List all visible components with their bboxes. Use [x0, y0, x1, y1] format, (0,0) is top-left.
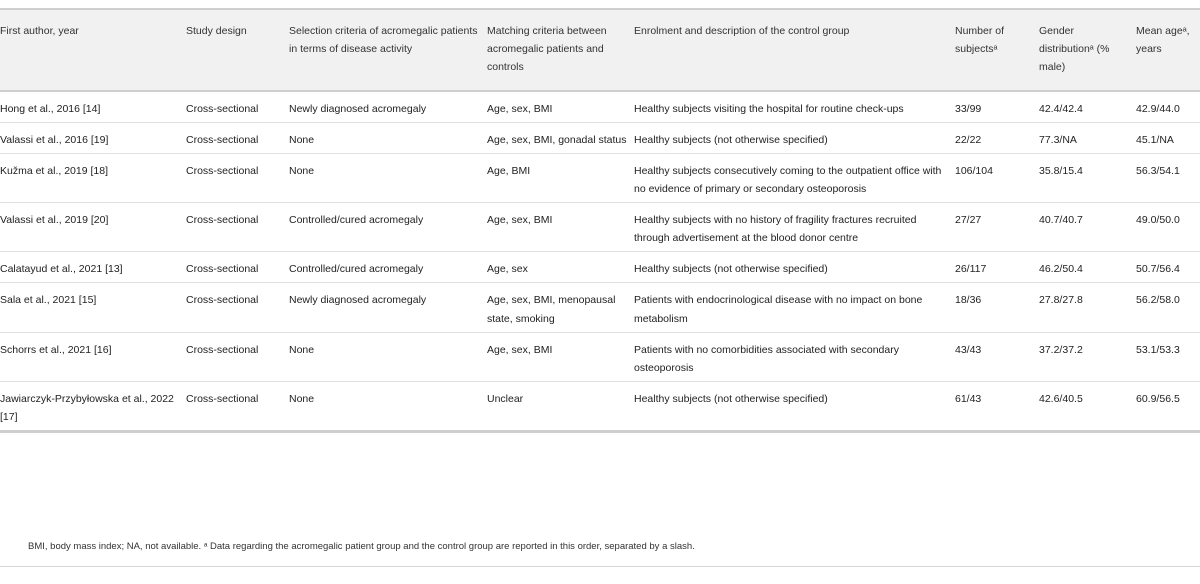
header-matching: Matching criteria between acromegalic patients and controls [487, 10, 634, 91]
cell-design: Cross-sectional [186, 381, 289, 431]
cell-matching: Age, sex, BMI [487, 203, 634, 252]
cell-enrolment: Healthy subjects (not otherwise specified) [634, 381, 955, 431]
cell-gender: 40.7/40.7 [1039, 203, 1136, 252]
cell-design: Cross-sectional [186, 91, 289, 123]
cell-design: Cross-sectional [186, 283, 289, 332]
table-row [0, 283, 1200, 332]
cell-selection: Controlled/cured acromegaly [289, 203, 487, 252]
cell-gender: 77.3/NA [1039, 123, 1136, 154]
cell-age: 56.2/58.0 [1136, 283, 1200, 332]
cell-enrolment: Healthy subjects visiting the hospital for routine check-ups [634, 91, 955, 123]
table-row [0, 381, 1200, 431]
table-footnote: BMI, body mass index; NA, not available. ᵃ Data regarding the acromegalic patient group and the control group are reported in this order, separated by a slash. [28, 541, 695, 552]
cell-author: Jawiarczyk-Przybyłowska et al., 2022 [17] [0, 381, 186, 431]
table-row [0, 332, 1200, 381]
cell-selection: None [289, 123, 487, 154]
table-body [0, 91, 1200, 431]
cell-author: Sala et al., 2021 [15] [0, 283, 186, 332]
study-characteristics-table [0, 10, 1200, 433]
cell-selection: Controlled/cured acromegaly [289, 252, 487, 283]
header-enrolment: Enrolment and description of the control group [634, 10, 955, 91]
cell-design: Cross-sectional [186, 252, 289, 283]
cell-age: 49.0/50.0 [1136, 203, 1200, 252]
cell-author: Kužma et al., 2019 [18] [0, 154, 186, 203]
cell-subjects: 27/27 [955, 203, 1039, 252]
cell-subjects: 43/43 [955, 332, 1039, 381]
cell-design: Cross-sectional [186, 332, 289, 381]
cell-gender: 35.8/15.4 [1039, 154, 1136, 203]
cell-selection: None [289, 154, 487, 203]
cell-age: 50.7/56.4 [1136, 252, 1200, 283]
table-header [0, 10, 1200, 91]
cell-gender: 42.4/42.4 [1039, 91, 1136, 123]
cell-age: 42.9/44.0 [1136, 91, 1200, 123]
cell-enrolment: Patients with endocrinological disease with no impact on bone metabolism [634, 283, 955, 332]
cell-subjects: 33/99 [955, 91, 1039, 123]
header-selection: Selection criteria of acromegalic patients in terms of disease activity [289, 10, 487, 91]
table-row [0, 252, 1200, 283]
cell-matching: Age, sex [487, 252, 634, 283]
header-gender: Gender distributionᵃ (% male) [1039, 10, 1136, 91]
cell-enrolment: Healthy subjects (not otherwise specified) [634, 252, 955, 283]
cell-matching: Age, sex, BMI [487, 332, 634, 381]
cell-selection: Newly diagnosed acromegaly [289, 283, 487, 332]
cell-enrolment: Healthy subjects (not otherwise specified) [634, 123, 955, 154]
cell-age: 60.9/56.5 [1136, 381, 1200, 431]
header-author: First author, year [0, 10, 186, 91]
cell-matching: Unclear [487, 381, 634, 431]
cell-selection: None [289, 332, 487, 381]
header-age: Mean ageᵃ, years [1136, 10, 1200, 91]
cell-matching: Age, sex, BMI [487, 91, 634, 123]
header-subjects: Number of subjectsᵃ [955, 10, 1039, 91]
cell-gender: 27.8/27.8 [1039, 283, 1136, 332]
cell-matching: Age, sex, BMI, menopausal state, smoking [487, 283, 634, 332]
cell-gender: 42.6/40.5 [1039, 381, 1136, 431]
header-design: Study design [186, 10, 289, 91]
table-row [0, 154, 1200, 203]
cell-design: Cross-sectional [186, 154, 289, 203]
cell-subjects: 61/43 [955, 381, 1039, 431]
header-row [0, 10, 1200, 91]
cell-author: Calatayud et al., 2021 [13] [0, 252, 186, 283]
table-row [0, 203, 1200, 252]
cell-enrolment: Healthy subjects consecutively coming to the outpatient office with no evidence of primary or secondary osteoporosis [634, 154, 955, 203]
cell-enrolment: Patients with no comorbidities associated with secondary osteoporosis [634, 332, 955, 381]
cell-subjects: 26/117 [955, 252, 1039, 283]
cell-age: 45.1/NA [1136, 123, 1200, 154]
table-container [0, 8, 1200, 433]
bottom-rule [0, 566, 1200, 567]
cell-subjects: 18/36 [955, 283, 1039, 332]
cell-gender: 37.2/37.2 [1039, 332, 1136, 381]
table-row [0, 91, 1200, 123]
cell-matching: Age, sex, BMI, gonadal status [487, 123, 634, 154]
cell-selection: Newly diagnosed acromegaly [289, 91, 487, 123]
cell-selection: None [289, 381, 487, 431]
cell-author: Valassi et al., 2019 [20] [0, 203, 186, 252]
cell-gender: 46.2/50.4 [1039, 252, 1136, 283]
cell-author: Valassi et al., 2016 [19] [0, 123, 186, 154]
cell-age: 56.3/54.1 [1136, 154, 1200, 203]
cell-subjects: 106/104 [955, 154, 1039, 203]
cell-author: Schorrs et al., 2021 [16] [0, 332, 186, 381]
cell-design: Cross-sectional [186, 123, 289, 154]
table-row [0, 123, 1200, 154]
cell-design: Cross-sectional [186, 203, 289, 252]
cell-age: 53.1/53.3 [1136, 332, 1200, 381]
cell-matching: Age, BMI [487, 154, 634, 203]
cell-author: Hong et al., 2016 [14] [0, 91, 186, 123]
cell-enrolment: Healthy subjects with no history of fragility fractures recruited through advertisement at the blood donor centre [634, 203, 955, 252]
cell-subjects: 22/22 [955, 123, 1039, 154]
